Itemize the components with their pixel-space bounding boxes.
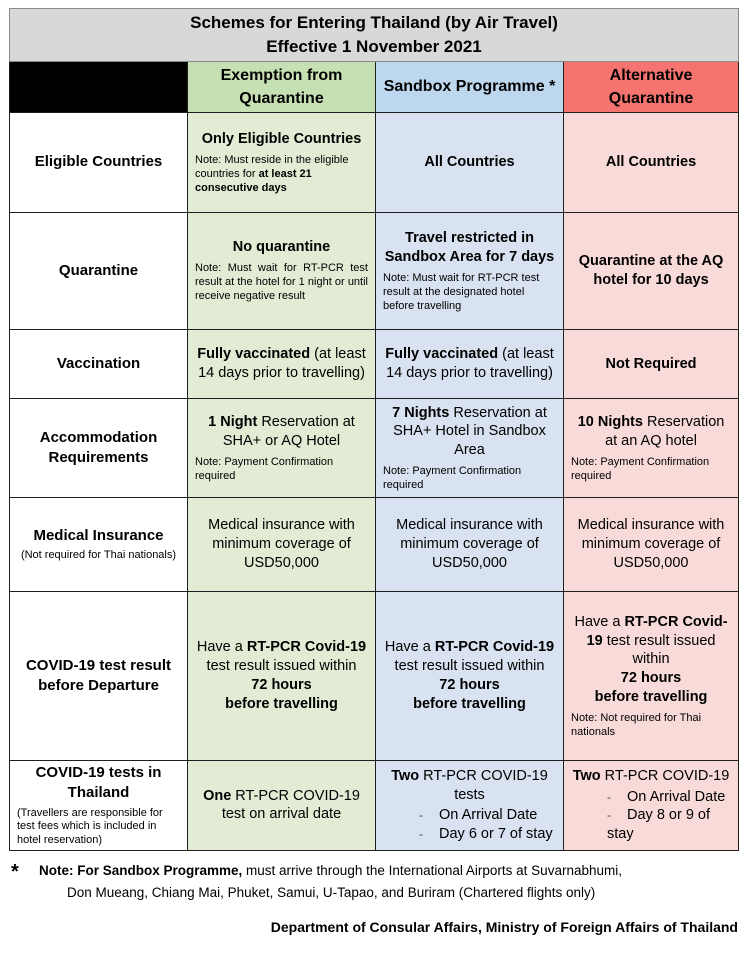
cell-main-text: Have a RT-PCR Covid-19 test result issued within 72 hours before travelling: [196, 639, 367, 712]
cell-note-text: Note: Payment Confirmation required: [571, 455, 710, 482]
table-row-eligible-countries: [10, 112, 739, 212]
dash-marker: [607, 790, 627, 806]
cell-sandbox-eligible-countries: [376, 112, 564, 212]
table-row-quarantine: [10, 212, 739, 329]
row-label-text: COVID-19 tests in Thailand: [35, 764, 162, 802]
cell-main-text: Medical insurance with minimum coverage of USD50,000: [208, 517, 355, 571]
footnote-line-2: Don Mueang, Chiang Mai, Phuket, Samui, U-Tapao, and Buriram (Chartered flights only): [67, 884, 596, 900]
table-row-tests-in-thailand: [10, 760, 739, 850]
table-row-medical-insurance: [10, 497, 739, 591]
bullet-item: [419, 825, 556, 844]
footnote-bold-text: Note: For Sandbox Programme,: [39, 862, 243, 878]
cell-alternative-vaccination: [564, 329, 739, 398]
cell-sandbox-quarantine: [376, 212, 564, 329]
cell-exemption-medical-insurance: [188, 497, 376, 591]
title-line-2: Effective 1 November 2021: [266, 36, 482, 56]
dash-marker: [419, 808, 439, 824]
row-label-quarantine: [10, 212, 188, 329]
row-label-note: (Travellers are responsible for test fees which is included in hotel reservation): [17, 806, 163, 847]
bullet-text: Day 6 or 7 of stay: [439, 826, 553, 843]
dash-marker: [419, 827, 439, 843]
cell-main-text: Medical insurance with minimum coverage of USD50,000: [396, 517, 543, 571]
row-label-text: Quarantine: [58, 261, 139, 279]
cell-sandbox-test-before-departure: [376, 591, 564, 760]
cell-main-text: Medical insurance with minimum coverage of USD50,000: [577, 517, 725, 571]
cell-exemption-accommodation: [188, 398, 376, 497]
row-label-text: COVID-19 test result before Departure: [25, 656, 172, 694]
cell-sandbox-accommodation: [376, 398, 564, 497]
cell-note-text: Note: Payment Confirmation required: [195, 455, 334, 482]
cell-exemption-test-before-departure: [188, 591, 376, 760]
cell-main-text: All Countries: [424, 154, 515, 171]
cell-alternative-accommodation: [564, 398, 739, 497]
column-header-sandbox: Sandbox Programme *: [376, 61, 564, 112]
cell-main-text: Not Required: [605, 355, 697, 372]
title-line-1: Schemes for Entering Thailand (by Air Travel): [190, 13, 558, 32]
cell-main-text: Only Eligible Countries: [201, 130, 362, 147]
cell-alternative-tests-in-thailand: [564, 760, 739, 850]
cell-note-text: Note: Must reside in the eligible countries for at least 21 consecutive days: [195, 153, 349, 194]
cell-sandbox-vaccination: [376, 329, 564, 398]
row-label-medical-insurance: [10, 497, 188, 591]
row-label-note: (Not required for Thai nationals): [20, 549, 177, 562]
row-label-vaccination: [10, 329, 188, 398]
table-row-vaccination: [10, 329, 739, 398]
row-label-text: Eligible Countries: [34, 153, 163, 171]
table-row-accommodation: [10, 398, 739, 497]
cell-main-text: Two RT-PCR COVID-19 tests: [391, 767, 548, 803]
cell-main-text: 7 Nights Reservation at SHA+ Hotel in Sandbox Area: [392, 404, 547, 459]
bullet-item: [607, 788, 731, 807]
cell-exemption-tests-in-thailand: [188, 760, 376, 850]
bullet-list: [383, 806, 556, 844]
footnote-regular-text: must arrive through the International Airports at Suvarnabhumi,: [242, 862, 622, 878]
cell-sandbox-medical-insurance: [376, 497, 564, 591]
cell-main-text: Have a RT-PCR Covid-19 test result issued within 72 hours before travelling: [574, 613, 728, 706]
asterisk-marker: *: [11, 860, 19, 883]
dash-marker: [607, 808, 627, 824]
cell-note-text: Note: Payment Confirmation required: [383, 465, 522, 492]
cell-main-text: One RT-PCR COVID-19 test on arrival date: [203, 787, 360, 823]
table-row-test-before-departure: [10, 591, 739, 760]
cell-alternative-test-before-departure: [564, 591, 739, 760]
row-label-accommodation: [10, 398, 188, 497]
bullet-text: Day 8 or 9 of stay: [607, 807, 711, 843]
title-row: [10, 9, 739, 62]
cell-exemption-eligible-countries: [188, 112, 376, 212]
row-label-text: Vaccination: [56, 354, 141, 372]
cell-alternative-quarantine: [564, 212, 739, 329]
cell-main-text: All Countries: [605, 154, 697, 171]
bullet-list: [571, 788, 731, 845]
cell-main-text: Travel restricted in Sandbox Area for 7 days: [384, 230, 555, 265]
table-title: [10, 9, 739, 62]
row-label-text: Accommodation Requirements: [39, 428, 158, 466]
department-signature: Department of Consular Affairs, Ministry of Foreign Affairs of Thailand: [270, 919, 738, 936]
cell-exemption-vaccination: [188, 329, 376, 398]
cell-main-text: Have a RT-PCR Covid-19 test result issued within 72 hours before travelling: [384, 639, 555, 712]
cell-main-text: 1 Night Reservation at SHA+ or AQ Hotel: [208, 414, 355, 449]
cell-sandbox-tests-in-thailand: [376, 760, 564, 850]
cell-main-text: Fully vaccinated (at least 14 days prior to travelling): [385, 346, 554, 381]
bullet-item: [419, 806, 556, 825]
row-label-test-before-departure: [10, 591, 188, 760]
row-label-text: Medical Insurance: [33, 526, 164, 544]
footnote-line-1: [39, 860, 738, 882]
bullet-text: On Arrival Date: [627, 788, 726, 805]
cell-alternative-eligible-countries: [564, 112, 739, 212]
cell-note-text: Note: Not required for Thai nationals: [571, 712, 702, 739]
footnote: [9, 860, 738, 903]
cell-alternative-medical-insurance: [564, 497, 739, 591]
row-label-tests-in-thailand: [10, 760, 188, 850]
cell-note-text: Note: Must wait for RT-PCR test result at the hotel for 1 night or until receive negative result: [195, 262, 368, 303]
cell-exemption-quarantine: [188, 212, 376, 329]
cell-main-text: 10 Nights Reservation at an AQ hotel: [577, 414, 725, 449]
corner-black-cell: [10, 61, 188, 112]
bullet-text: On Arrival Date: [439, 807, 538, 824]
column-header-row: [10, 61, 739, 112]
cell-main-text: Two RT-PCR COVID-19: [572, 767, 730, 784]
column-header-alternative: Alternative Quarantine: [564, 61, 739, 112]
entry-schemes-table: [9, 8, 739, 851]
cell-note-text: Note: Must wait for RT-PCR test result at the designated hotel before travelling: [383, 271, 540, 312]
bullet-item: [607, 806, 731, 844]
cell-main-text: No quarantine: [232, 239, 331, 256]
cell-main-text: Quarantine at the AQ hotel for 10 days: [578, 253, 724, 288]
cell-main-text: Fully vaccinated (at least 14 days prior to travelling): [197, 346, 366, 381]
row-label-eligible-countries: [10, 112, 188, 212]
column-header-exemption: Exemption from Quarantine: [188, 61, 376, 112]
